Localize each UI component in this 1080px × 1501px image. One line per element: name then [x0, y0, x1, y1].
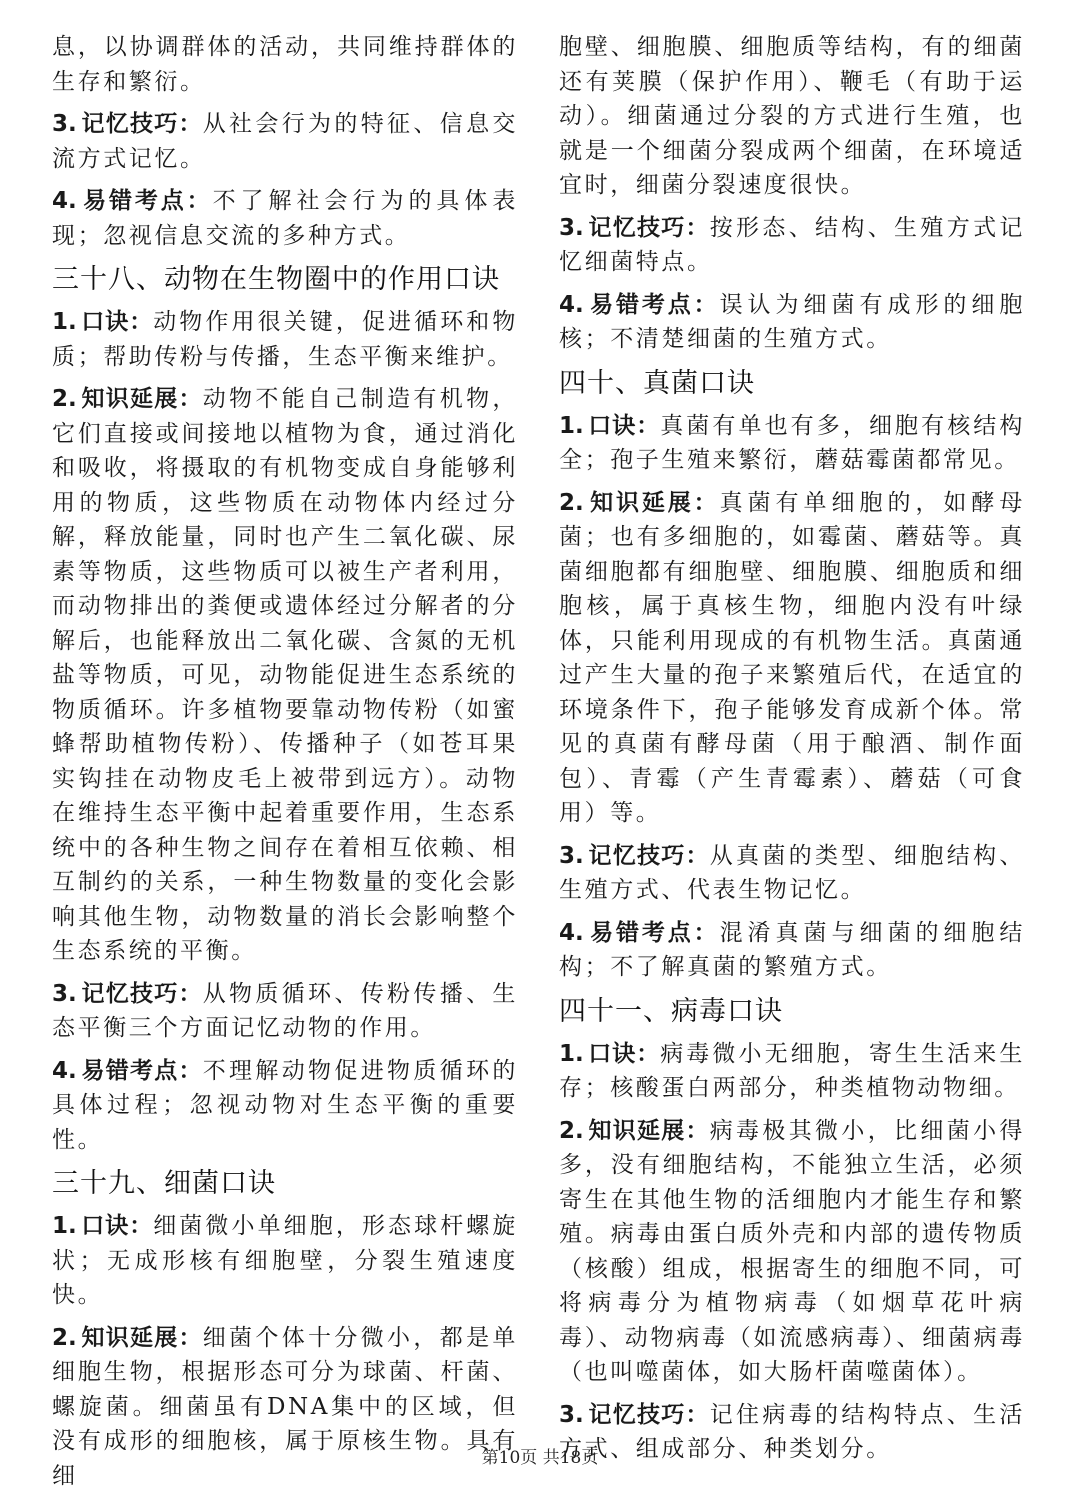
- section-37-memory-tip: 3. 记忆技巧：从社会行为的特征、信息交流方式记忆。: [52, 111, 519, 172]
- section-38-extension: 2. 知识延展：动物不能自己制造有机物，它们直接或间接地以植物为食，通过消化和吸收，将摄取的有机物变成自身能够利用的物质，这些物质在动物体内经过分解，释放能量，同时也产生二氧化碳、尿素等物质，这些物质可以被生产者利用，而动物排出的粪便或遗体经过分解者的分解后，也能释放出二氧化碳、含氮的无机盐等物质，可见，动物能促进生态系统的物质循环。许多植物要靠动物传粉（如蜜蜂帮助植物传粉）、传播种子（如苍耳果实钩挂在动物皮毛上被带到远方）。动物在维持生态平衡中起着重要作用，生态系统中的各种生物之间存在着相互依赖、相互制约的关系，一种生物数量的变化会影响其他生物，动物数量的消长会影响整个生态系统的平衡。: [52, 386, 519, 964]
- continued-paragraph: 息，以协调群体的活动，共同维持群体的生存和繁衍。: [52, 34, 518, 95]
- continued-paragraph: 胞壁、细胞膜、细胞质等结构，有的细菌还有荚膜（保护作用）、鞭毛（有助于运动）。细菌通过分裂的方式进行生殖，也就是一个细菌分裂成两个细菌，在环境适宜时，细菌分裂速度很快。: [559, 34, 1025, 198]
- section-38-rhyme: 1. 口诀：动物作用很关键，促进循环和物质；帮助传粉与传播，生态平衡来维护。: [52, 309, 518, 370]
- right-column: [559, 30, 1025, 1475]
- section-40-extension: 2. 知识延展：真菌有单细胞的，如酵母菌；也有多细胞的，如霉菌、蘑菇等。真菌细胞都有细胞壁、细胞膜、细胞质和细胞核，属于真核生物，细胞内没有叶绿体，只能利用现成的有机物生活。真菌通过产生大量的孢子来繁殖后代，在适宜的环境条件下，孢子能够发育成新个体。常见的真菌有酵母菌（用于酿酒、制作面包）、青霉（产生青霉素）、蘑菇（可食用）等。: [559, 489, 1026, 826]
- section-40-heading: 四十、真菌口诀: [559, 367, 755, 399]
- section-39-memory-tip: 3. 记忆技巧：按形态、结构、生殖方式记忆细菌特点。: [559, 214, 1026, 275]
- section-38-memory-tip: 3. 记忆技巧：从物质循环、传粉传播、生态平衡三个方面记忆动物的作用。: [52, 980, 519, 1041]
- section-41-rhyme: 1. 口诀：病毒微小无细胞，寄生生活来生存；核酸蛋白两部分，种类植物动物细。: [559, 1040, 1025, 1101]
- section-39-common-mistakes: 4. 易错考点：误认为细菌有成形的细胞核；不清楚细菌的生殖方式。: [559, 291, 1026, 352]
- section-41-extension: 2. 知识延展：病毒极其微小，比细菌小得多，没有细胞结构，不能独立生活，必须寄生在其他生物的活细胞内才能生存和繁殖。病毒由蛋白质外壳和内部的遗传物质（核酸）组成，根据寄生的细胞不同，可将病毒分为植物病毒（如烟草花叶病毒）、动物病毒（如流感病毒）、细菌病毒（也叫噬菌体，如大肠杆菌噬菌体）。: [559, 1117, 1026, 1385]
- section-41-heading: 四十一、病毒口诀: [559, 995, 783, 1027]
- section-39-extension: 2. 知识延展：细菌个体十分微小，都是单细胞生物，根据形态可分为球菌、杆菌、螺旋菌。细菌虽有DNA集中的区域，但没有成形的细胞核，属于原核生物。具有细: [52, 1324, 519, 1489]
- section-40-memory-tip: 3. 记忆技巧：从真菌的类型、细胞结构、生殖方式、代表生物记忆。: [559, 842, 1026, 903]
- section-39-heading: 三十九、细菌口诀: [52, 1168, 276, 1199]
- left-column: [52, 30, 518, 1501]
- section-38-common-mistakes: 4. 易错考点：不理解动物促进物质循环的具体过程；忽视动物对生态平衡的重要性。: [52, 1057, 519, 1153]
- section-39-rhyme: 1. 口诀：细菌微小单细胞，形态球杆螺旋状；无成形核有细胞壁，分裂生殖速度快。: [52, 1213, 518, 1308]
- page-number-footer: 第10页 共18页: [481, 1448, 599, 1468]
- section-40-rhyme: 1. 口诀：真菌有单也有多，细胞有核结构全；孢子生殖来繁衍，蘑菇霉菌都常见。: [559, 412, 1025, 473]
- section-38-heading: 三十八、动物在生物圈中的作用口诀: [52, 264, 500, 295]
- section-40-common-mistakes: 4. 易错考点：混淆真菌与细菌的细胞结构；不了解真菌的繁殖方式。: [559, 919, 1026, 980]
- section-41-memory-tip: 3. 记忆技巧：记住病毒的结构特点、生活方式、组成部分、种类划分。: [559, 1401, 1026, 1462]
- section-37-common-mistakes: 4. 易错考点：不了解社会行为的具体表现；忽视信息交流的多种方式。: [52, 188, 519, 249]
